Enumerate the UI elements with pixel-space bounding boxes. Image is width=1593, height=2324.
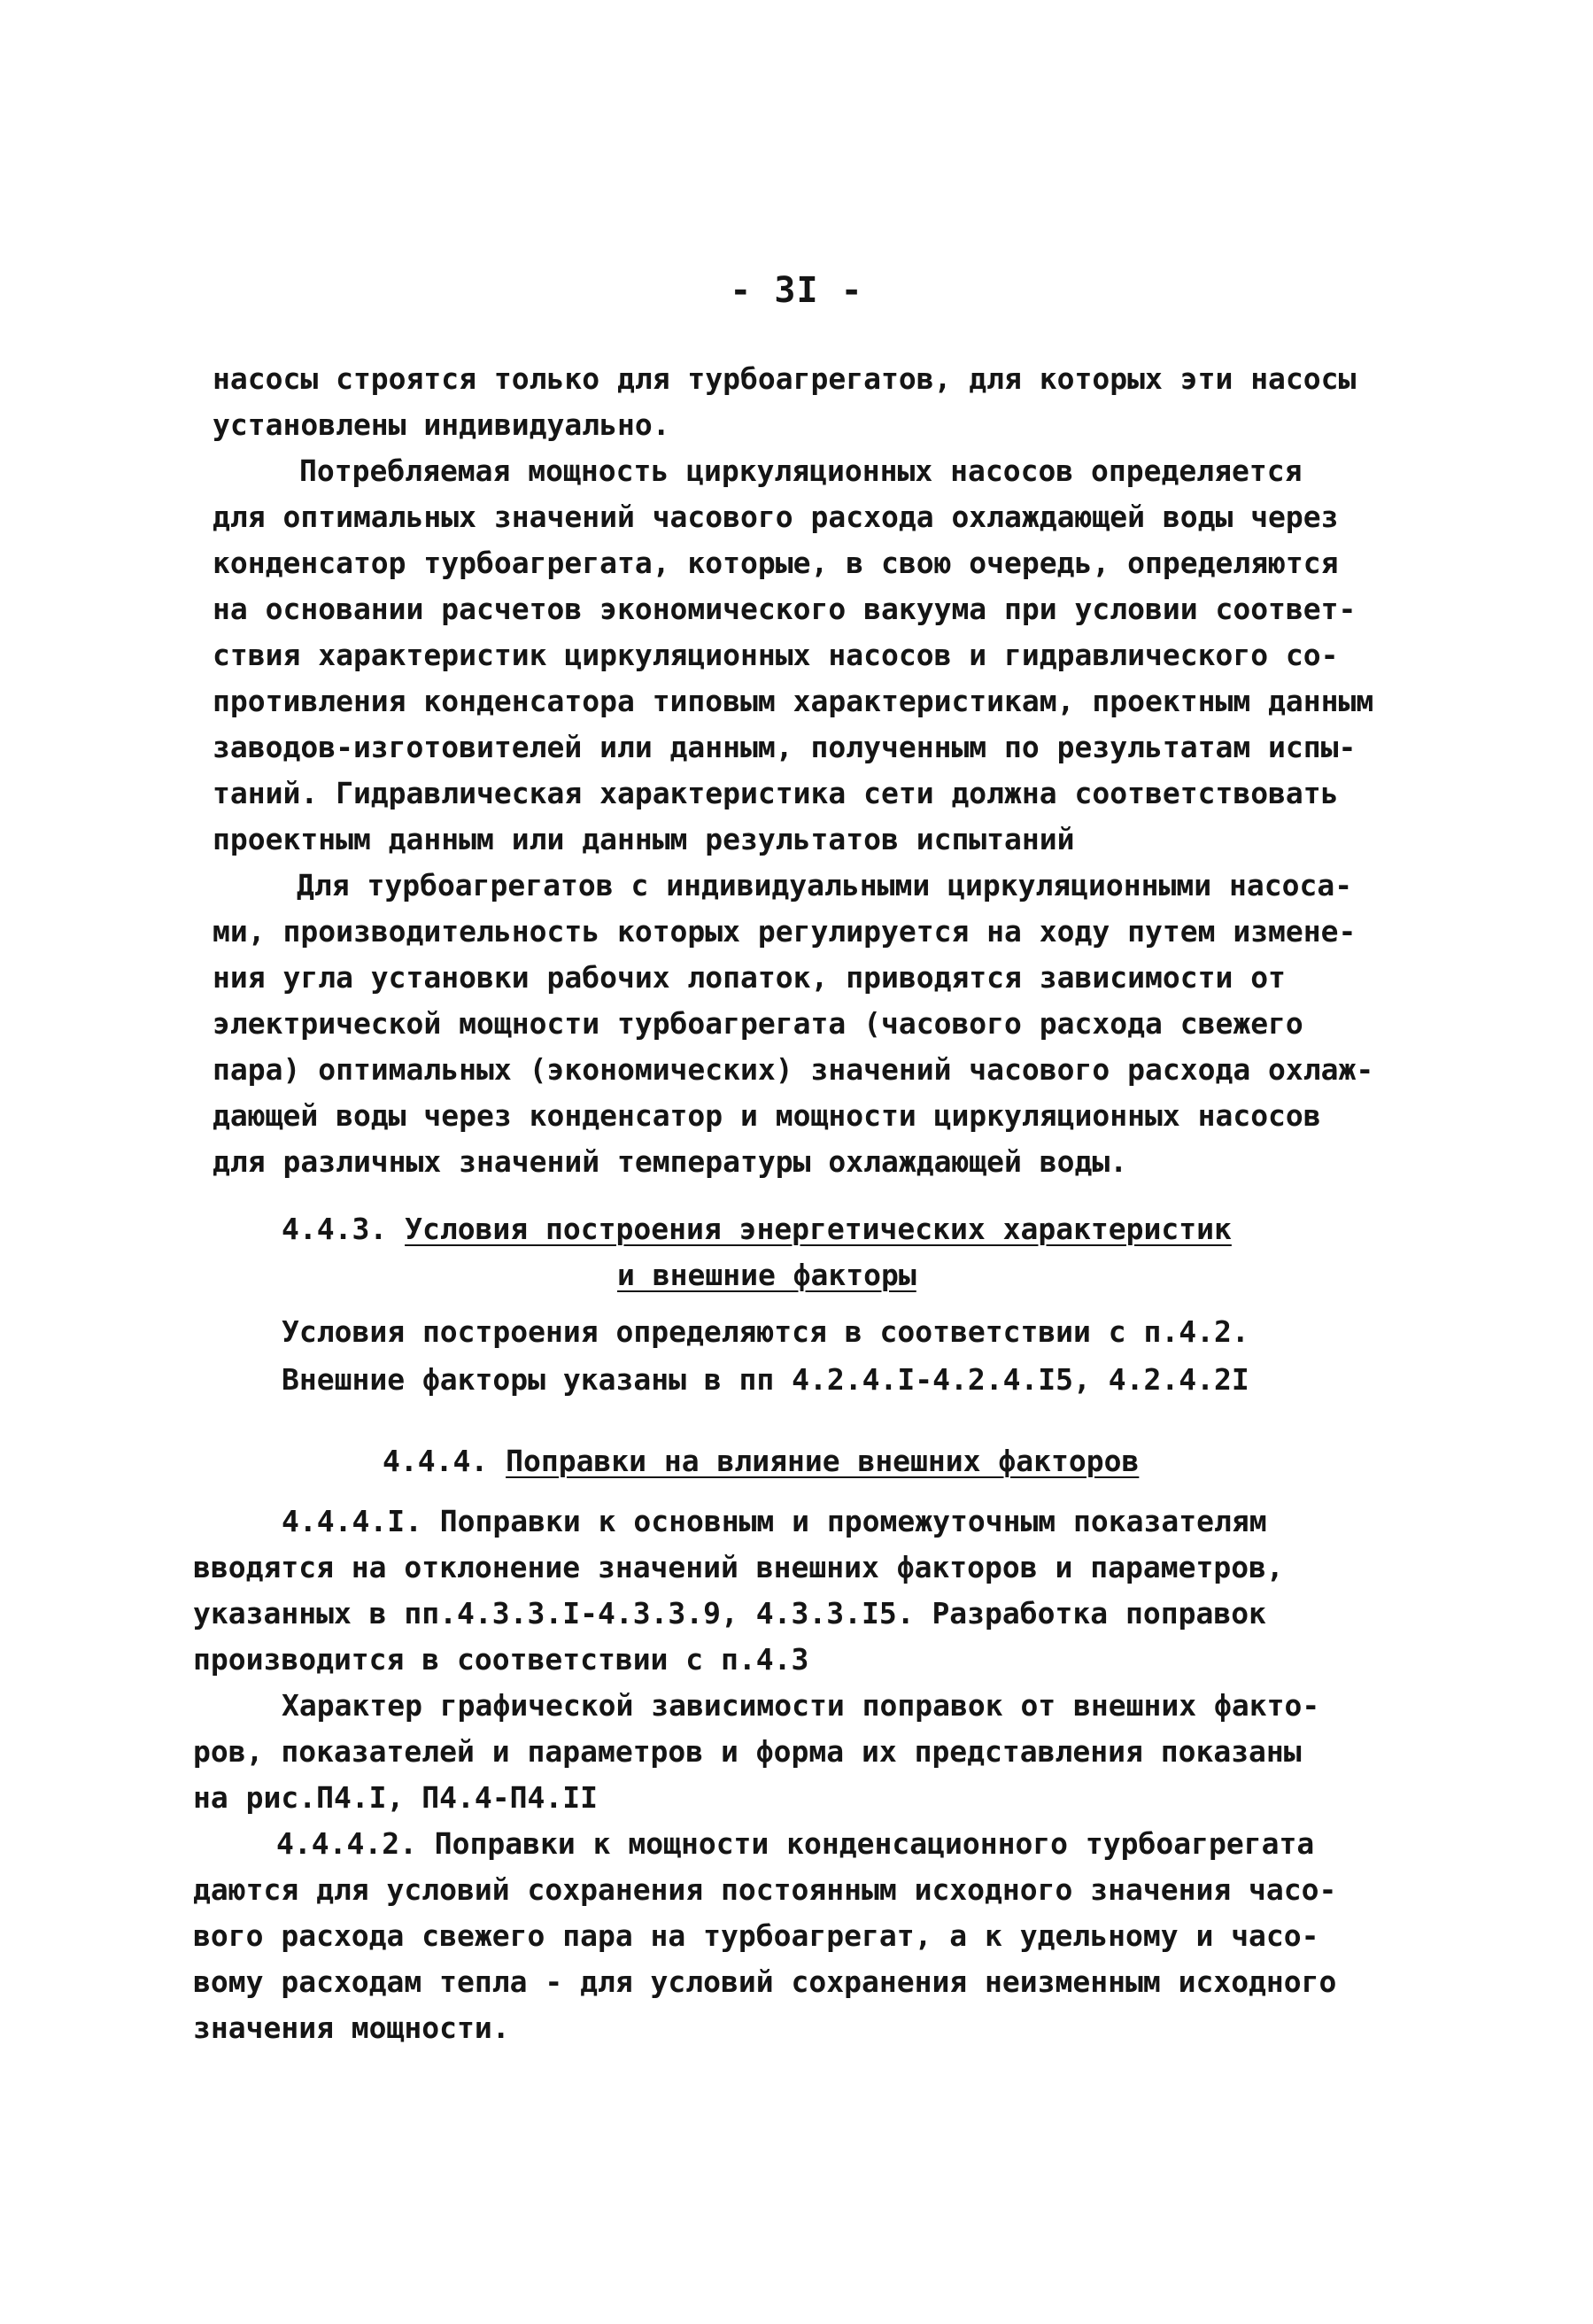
section-heading-443 xyxy=(282,1212,1232,1247)
text-line: установлены индивидуально. xyxy=(213,407,670,442)
text-line: Условия построения определяются в соответствии с п.4.2. xyxy=(282,1314,1249,1349)
section-heading-444 xyxy=(383,1444,1139,1479)
text-line: на рис.П4.I, П4.4-П4.II xyxy=(193,1780,598,1815)
page-number: - 3I - xyxy=(730,270,863,311)
text-line: таний. Гидравлическая характеристика сети должна соответствовать xyxy=(213,776,1339,810)
text-line: насосы строятся только для турбоагрегатов, для которых эти насосы xyxy=(213,361,1357,396)
text-line: даются для условий сохранения постоянным исходного значения часо- xyxy=(193,1872,1337,1907)
text-line: дающей воды через конденсатор и мощности циркуляционных насосов xyxy=(213,1098,1321,1133)
text-line: конденсатор турбоагрегата, которые, в свою очередь, определяются xyxy=(213,546,1339,580)
text-line: значения мощности. xyxy=(193,2010,510,2045)
text-line: вводятся на отклонение значений внешних факторов и параметров, xyxy=(193,1550,1284,1584)
text-line: Потребляемая мощность циркуляционных насосов определяется xyxy=(299,453,1303,488)
text-line: ствия характеристик циркуляционных насосов и гидравлического со- xyxy=(213,638,1339,672)
text-line: для различных значений температуры охлаждающей воды. xyxy=(213,1144,1128,1179)
text-line: электрической мощности турбоагрегата (часового расхода свежего xyxy=(213,1006,1303,1041)
text-line: противления конденсатора типовым характеристикам, проектным данным xyxy=(213,684,1374,718)
text-line: Для турбоагрегатов с индивидуальными циркуляционными насоса- xyxy=(297,868,1353,902)
text-line: для оптимальных значений часового расхода охлаждающей воды через xyxy=(213,500,1339,534)
text-line: 4.4.4.2. Поправки к мощности конденсационного турбоагрегата xyxy=(276,1826,1315,1861)
text-line: вого расхода свежего пара на турбоагрегат, а к удельному и часо- xyxy=(193,1918,1319,1953)
text-line: указанных в пп.4.3.3.I-4.3.3.9, 4.3.3.I5. Разработка поправок xyxy=(193,1596,1266,1631)
section-title-continued: и внешние факторы xyxy=(617,1258,916,1292)
text-line: заводов-изготовителей или данным, полученным по результатам испы- xyxy=(213,730,1357,764)
section-title: Поправки на влияние внешних факторов xyxy=(506,1444,1140,1478)
text-line: 4.4.4.I. Поправки к основным и промежуточным показателям xyxy=(282,1504,1267,1538)
text-line: ми, производительность которых регулируется на ходу путем измене- xyxy=(213,914,1357,949)
text-line: ния угла установки рабочих лопаток, приводятся зависимости от xyxy=(213,960,1286,995)
text-line: вому расходам тепла - для условий сохранения неизменным исходного xyxy=(193,1964,1337,1999)
section-number: 4.4.3. xyxy=(282,1212,388,1246)
text-line: проектным данным или данным результатов испытаний xyxy=(213,822,1075,856)
text-line: производится в соответствии с п.4.3 xyxy=(193,1642,809,1677)
section-title: Условия построения энергетических характеристик xyxy=(405,1212,1232,1246)
text-line: ров, показателей и параметров и форма их представления показаны xyxy=(193,1734,1302,1769)
text-line: Характер графической зависимости поправок от внешних факто- xyxy=(282,1688,1320,1723)
text-line: пара) оптимальных (экономических) значений часового расхода охлаж- xyxy=(213,1052,1374,1087)
section-number: 4.4.4. xyxy=(383,1444,489,1478)
text-line: Внешние факторы указаны в пп 4.2.4.I-4.2.4.I5, 4.2.4.2I xyxy=(282,1362,1249,1397)
text-line: на основании расчетов экономического вакуума при условии соответ- xyxy=(213,592,1357,626)
